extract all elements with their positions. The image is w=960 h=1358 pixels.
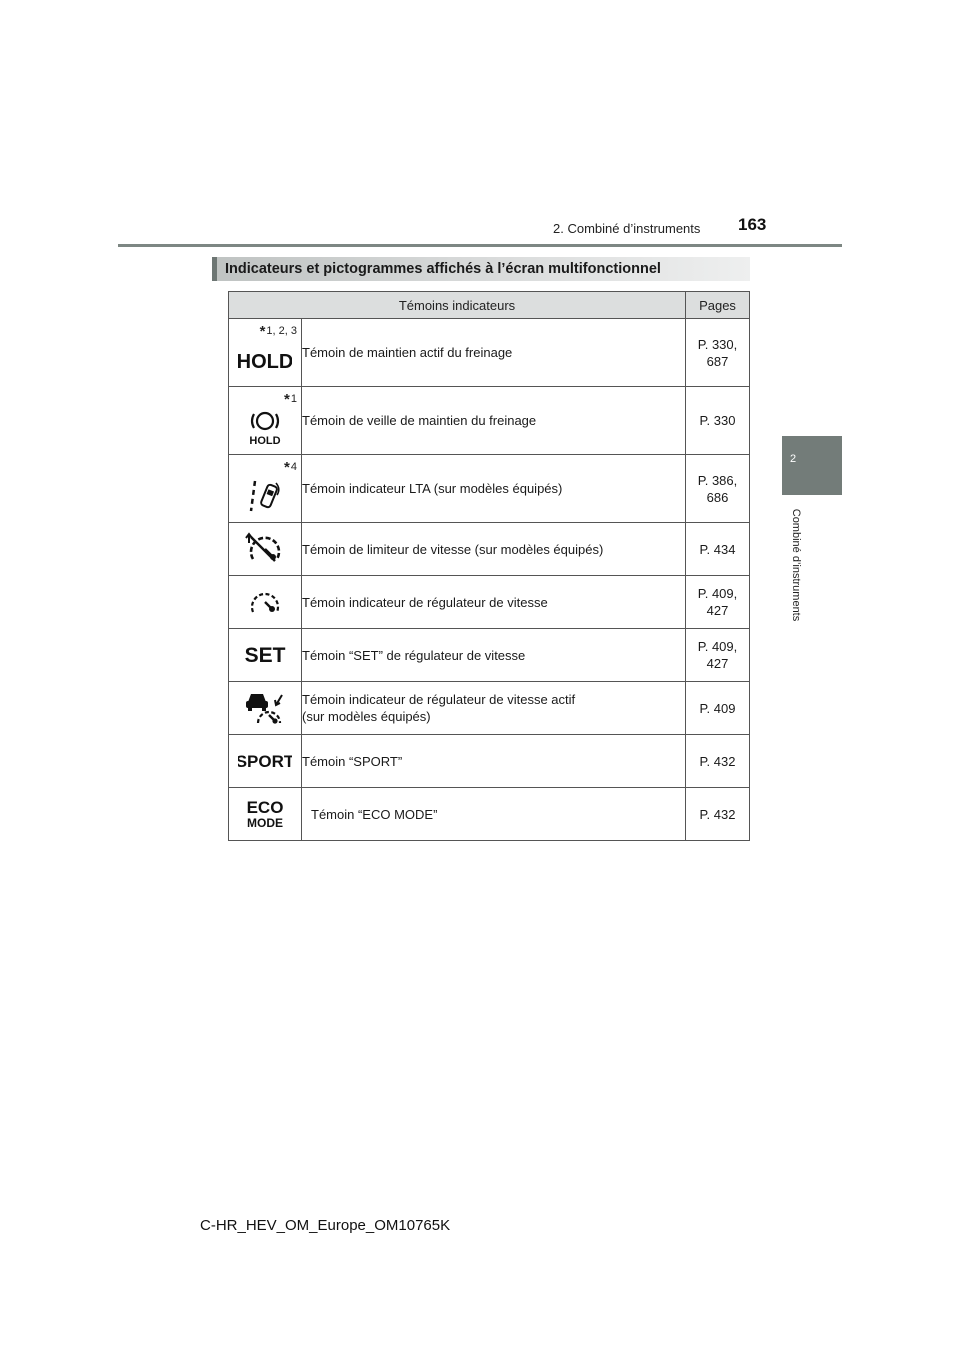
section-heading-bar [212,257,750,281]
brake-hold-standby-icon [243,410,287,446]
svg-text:SPORT: SPORT [238,751,292,771]
header-section-title: 2. Combiné d’instruments [553,221,701,236]
row-description: Témoin “SET” de régulateur de vitesse [302,629,686,682]
header-rule [118,244,842,247]
table-row [229,319,750,387]
table-row [229,523,750,576]
document-footer: C-HR_HEV_OM_Europe_OM10765K [200,1217,451,1234]
page-number: 163 [738,215,767,234]
row-pages: P. 409 [686,682,750,735]
svg-text:SET: SET [244,643,286,667]
footnote-marker: *1, 2, 3 [259,323,297,340]
svg-text:ECO: ECO [246,797,284,817]
footnote-marker: *4 [284,459,297,476]
icon-cell [229,319,302,387]
row-description: Témoin indicateur LTA (sur modèles équipés) [302,455,686,523]
row-pages: P. 409, 427 [686,576,750,629]
icon-cell [229,788,302,841]
asterisk-icon: * [259,323,266,340]
row-description: Témoin “SPORT” [302,735,686,788]
table-row [229,682,750,735]
row-pages: P. 434 [686,523,750,576]
section-heading: Indicateurs et pictogrammes affichés à l’écran multifonctionnel [225,261,661,277]
svg-text:HOLD: HOLD [238,351,292,372]
indicator-table [228,291,750,841]
table-row [229,788,750,841]
icon-cell [229,523,302,576]
table-row [229,387,750,455]
radar-cruise-icon [242,689,288,725]
chapter-number: 2 [790,453,797,465]
svg-text:MODE: MODE [247,815,283,830]
set-icon [243,641,287,667]
section-heading-accent [212,257,217,281]
icon-cell [229,682,302,735]
asterisk-icon: * [284,391,290,408]
table-row [229,735,750,788]
lta-icon [245,479,285,513]
row-pages: P. 432 [686,735,750,788]
row-description: Témoin de maintien actif du freinage [302,319,686,387]
icon-cell [229,576,302,629]
row-description: Témoin indicateur de régulateur de vitesse [302,576,686,629]
hold-icon [238,348,292,372]
icon-cell [229,629,302,682]
eco-mode-icon [243,796,287,830]
row-pages: P. 386, 686 [686,455,750,523]
table-header-row [229,292,750,319]
svg-text:HOLD: HOLD [249,435,281,446]
column-header-indicators: Témoins indicateurs [229,292,686,319]
row-description: Témoin de veille de maintien du freinage [302,387,686,455]
row-description: Témoin indicateur de régulateur de vitesse actif (sur modèles équipés) [302,682,686,735]
row-pages: P. 409, 427 [686,629,750,682]
table-row [229,455,750,523]
sport-icon [238,748,292,772]
row-description: Témoin “ECO MODE” [302,788,686,841]
chapter-side-tab [782,436,842,495]
cruise-control-icon [247,586,283,616]
chapter-side-label: Combiné d’instruments [790,508,802,622]
speed-limiter-icon [245,531,285,565]
table-row [229,629,750,682]
icon-cell [229,455,302,523]
row-pages: P. 330, 687 [686,319,750,387]
row-pages: P. 330 [686,387,750,455]
column-header-pages: Pages [686,292,750,319]
row-pages: P. 432 [686,788,750,841]
asterisk-icon: * [284,459,290,476]
icon-cell [229,387,302,455]
table-row [229,576,750,629]
icon-cell [229,735,302,788]
footnote-marker: *1 [284,391,297,408]
row-description: Témoin de limiteur de vitesse (sur modèles équipés) [302,523,686,576]
